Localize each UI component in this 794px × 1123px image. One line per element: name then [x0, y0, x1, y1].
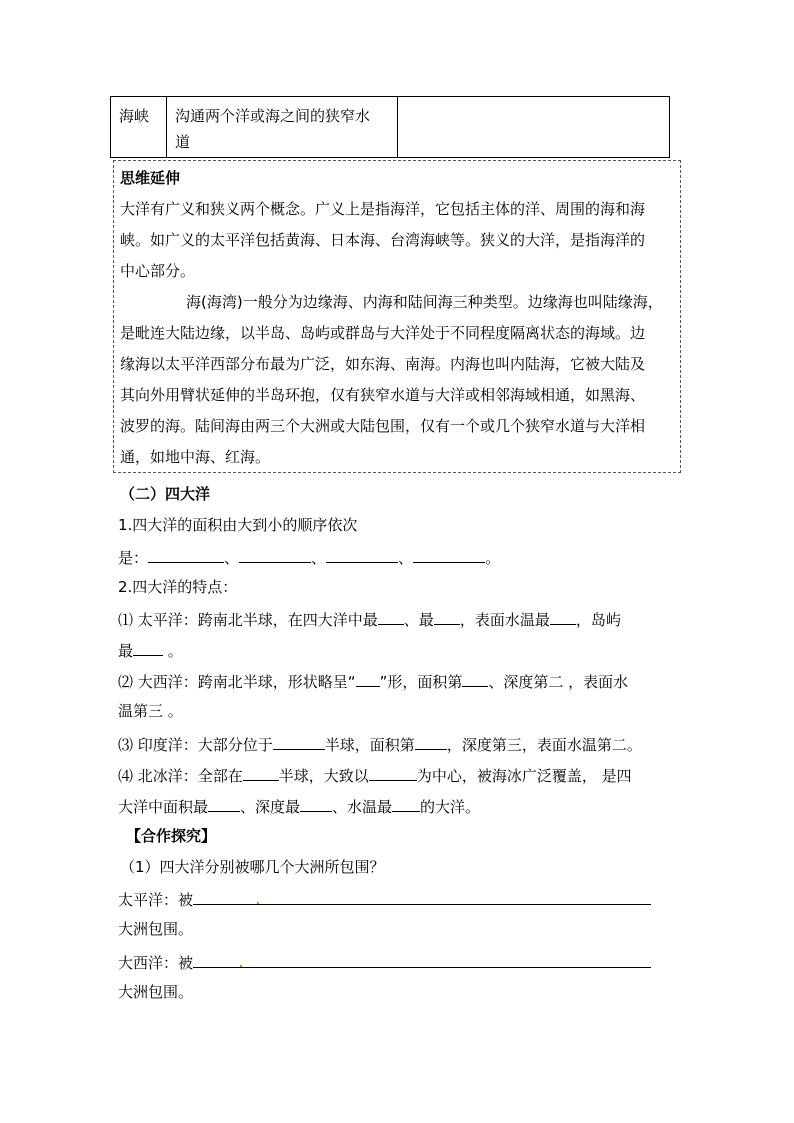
atlantic-feature-line-2: 温第三 。: [118, 702, 183, 720]
definition-text: 沟通两个洋或海之间的狭窄水 道: [175, 107, 371, 151]
pacific-continents-line: 太平洋：被: [118, 888, 651, 910]
definition-cell: [167, 97, 398, 157]
answer-blank[interactable]: [434, 608, 460, 625]
extension-p1-line: 峡。如广义的太平洋包括黄海、日本海、台湾海峡等。狭义的大洋，是指海洋的: [120, 231, 646, 249]
term-cell: [111, 97, 167, 157]
term-text: 海峡: [119, 107, 150, 125]
answer-blank[interactable]: [193, 951, 651, 968]
answer-blank[interactable]: [392, 795, 420, 812]
extension-p1-line: 大洋有广义和狭义两个概念。广义上是指海洋，它包括主体的洋、周围的海和海: [120, 200, 646, 218]
answer-blank[interactable]: [356, 670, 380, 687]
question-1-answer-line: 是： 、 、 、 。: [118, 546, 500, 568]
extension-p2-line: 其向外用臂状延伸的半岛环抱，仅有狭窄水道与大洋或相邻海域相通，如黑海、: [120, 386, 646, 404]
extension-p2-line: 波罗的海。陆间海由两三个大洲或大陆包围，仅有一个或几个狭窄水道与大洋相: [120, 417, 646, 435]
answer-blank[interactable]: [326, 546, 398, 563]
question-1: 1.四大洋的面积由大到小的顺序依次: [118, 516, 358, 534]
answer-blank[interactable]: [462, 670, 488, 687]
answer-blank[interactable]: [300, 795, 332, 812]
answer-blank[interactable]: [415, 733, 447, 750]
indian-feature-line: ⑶ 印度洋：大部分位于 半球，面积第 ，深度第三，表面水温第二。: [118, 733, 642, 755]
section-title: （二）四大洋: [120, 485, 211, 503]
pacific-feature-line: ⑴ 太平洋：跨南北半球，在四大洋中最 、最 ，表面水温最 ，岛屿: [118, 608, 621, 630]
cooperate-title: 【合作探究】: [126, 827, 217, 845]
answer-blank[interactable]: [378, 608, 404, 625]
answer-blank[interactable]: [208, 795, 240, 812]
atlantic-feature-line: ⑵ 大西洋：跨南北半球，形状略呈“ ”形，面积第 、深度第二 ，表面水: [118, 670, 628, 692]
answer-blank[interactable]: [413, 546, 485, 563]
extension-heading: 思维延伸: [120, 169, 181, 187]
stray-mark: [257, 902, 259, 904]
answer-blank[interactable]: [193, 888, 651, 905]
pacific-continents-suffix: 大洲包围。: [118, 920, 194, 938]
extension-p1-line: 中心部分。: [120, 262, 196, 280]
extension-p2-line: 缘海以太平洋西部分布最为广泛，如东海、南海。内海也叫内陆海，它被大陆及: [120, 355, 646, 373]
answer-blank[interactable]: [148, 546, 224, 563]
stray-mark: [240, 965, 242, 967]
answer-blank[interactable]: [239, 546, 311, 563]
atlantic-continents-suffix: 大洲包围。: [118, 983, 194, 1001]
term-table: [110, 96, 670, 158]
thinking-extension-box: [113, 160, 681, 473]
answer-blank[interactable]: [273, 733, 325, 750]
arctic-feature-line-2: 大洋中面积最 、深度最 、水温最 的大洋。: [118, 795, 480, 817]
question-2: 2.四大洋的特点：: [118, 578, 238, 596]
answer-blank[interactable]: [243, 764, 279, 781]
arctic-feature-line: ⑷ 北冰洋：全部在 半球，大致以 为中心，被海冰广泛覆盖， 是四: [118, 764, 632, 786]
atlantic-continents-line: 大西洋：被: [118, 951, 651, 973]
extension-p2-line: 海(海湾)一般分为边缘海、内海和陆间海三种类型。边缘海也叫陆缘海，: [186, 293, 663, 311]
extension-p2-line: 是毗连大陆边缘，以半岛、岛屿或群岛与大洋处于不同程度隔离状态的海域。边: [120, 324, 646, 342]
answer-blank[interactable]: [369, 764, 417, 781]
answer-blank[interactable]: [550, 608, 576, 625]
pacific-feature-line-2: 最 。: [118, 639, 183, 661]
answer-blank[interactable]: [133, 639, 163, 656]
extension-p2-line: 通，如地中海、红海。: [120, 448, 271, 466]
cooperate-question-1: （1）四大洋分别被哪几个大洲所包围？: [120, 858, 385, 876]
